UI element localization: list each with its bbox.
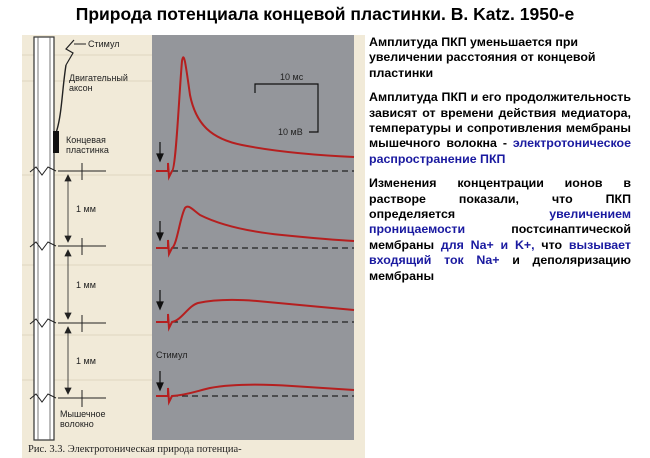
paragraph-2-text: Амплитуда ПКП и его продолжительность зависят от времени действия медиатора, температуры и сопротивления мембраны мышечного волокна - bbox=[369, 90, 631, 151]
description-panel bbox=[369, 35, 631, 293]
label-scale-voltage: 10 мВ bbox=[278, 127, 303, 137]
paragraph-amplitude-distance: Амплитуда ПКП уменьшается при увеличении расстояния от концевой пластинки bbox=[369, 35, 596, 80]
label-muscle-fiber-line1: Мышечное bbox=[60, 409, 106, 419]
label-end-plate-line2: пластинка bbox=[66, 145, 109, 155]
figure-caption: Рис. 3.3. Электротоническая природа потенциа- bbox=[28, 444, 242, 455]
katz-figure bbox=[22, 35, 365, 458]
paragraph-amplitude-duration bbox=[369, 90, 631, 167]
recording-panel bbox=[152, 35, 354, 440]
label-motor-axon-line2: аксон bbox=[69, 83, 93, 93]
muscle-fiber bbox=[34, 37, 54, 440]
slide-title: Природа потенциала концевой пластинки. B. Katz. 1950-е bbox=[75, 4, 575, 24]
label-distance-2: 1 мм bbox=[76, 280, 96, 290]
paragraph-3-highlight-c: вызывает входящий ток Na+ bbox=[369, 237, 631, 268]
label-distance-1: 1 мм bbox=[76, 204, 96, 214]
label-distance-3: 1 мм bbox=[76, 356, 96, 366]
label-muscle-fiber-line2: волокно bbox=[60, 419, 94, 429]
end-plate bbox=[53, 131, 59, 153]
paragraph-3-text-d: и деполяризацию мембраны bbox=[369, 253, 631, 283]
paragraph-3-text-b: постсинаптической мембраны bbox=[369, 222, 631, 252]
label-motor-axon-line1: Двигательный bbox=[69, 73, 128, 83]
label-stimulus-bottom: Стимул bbox=[156, 350, 188, 360]
label-end-plate-line1: Концевая bbox=[66, 135, 106, 145]
paragraph-3-text-c: что bbox=[541, 237, 563, 252]
figure-drawing bbox=[22, 35, 365, 458]
label-stimulus-top: Стимул bbox=[88, 39, 120, 49]
paragraph-3-highlight-a: увеличением проницаемости bbox=[369, 207, 631, 237]
distance-arrows bbox=[65, 175, 71, 394]
label-scale-time: 10 мс bbox=[280, 72, 304, 82]
paragraph-3-highlight-b: для Na+ и K+, bbox=[440, 237, 535, 252]
paragraph-3-text-a: Изменения концентрации ионов в растворе показали, что ПКП определяется bbox=[369, 176, 631, 222]
paragraph-ion-permeability bbox=[369, 176, 631, 284]
paragraph-2-highlight: электротоническое распространение ПКП bbox=[369, 136, 631, 166]
